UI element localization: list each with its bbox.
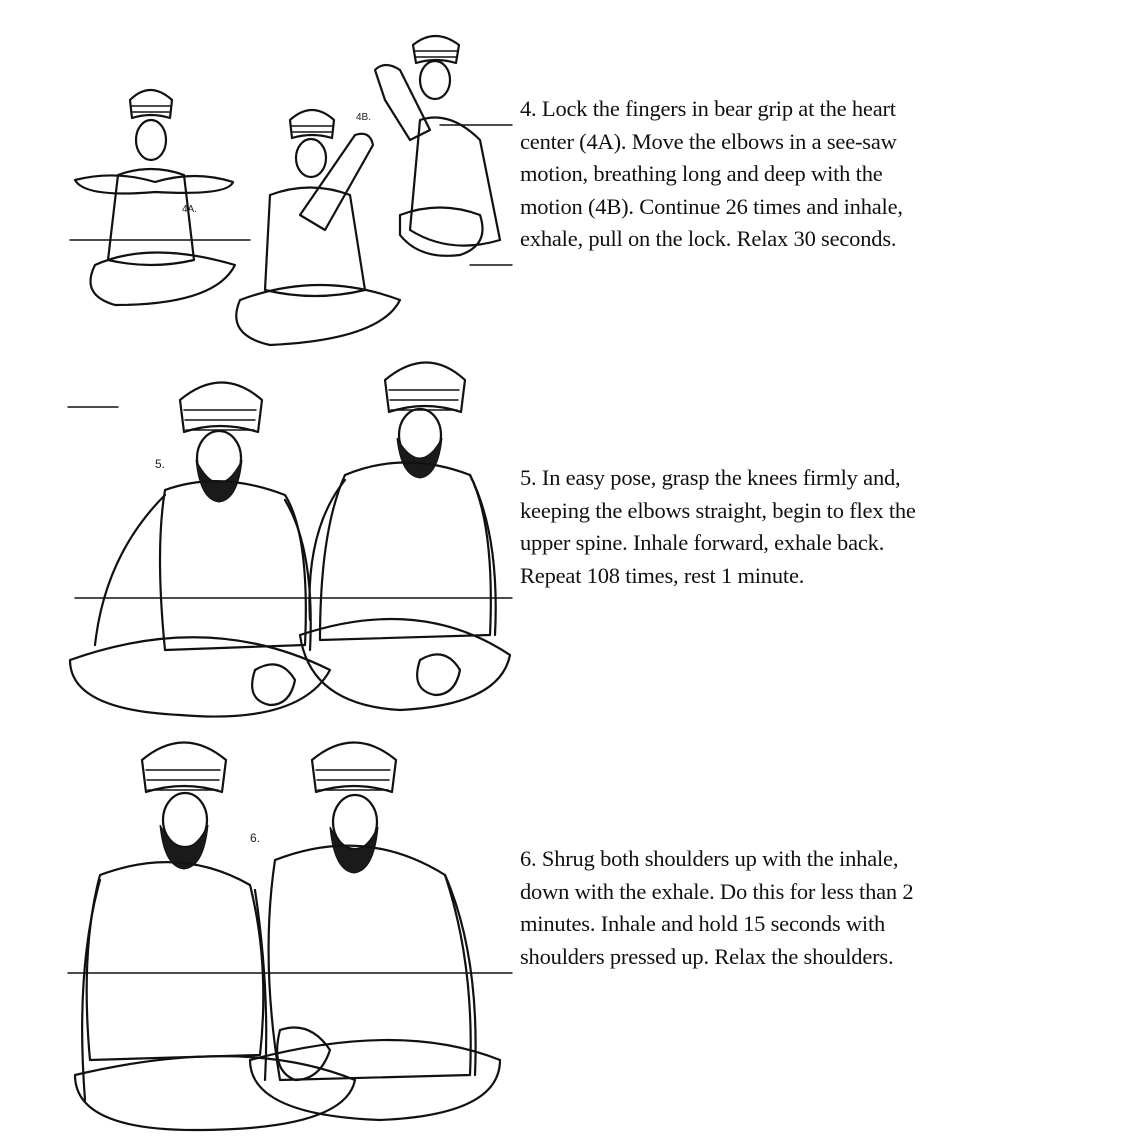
label-4a: 4A.: [182, 204, 198, 215]
figure-6-right: [250, 743, 500, 1121]
label-4b: 4B.: [356, 112, 372, 123]
figure-5-left: [70, 383, 330, 717]
step-5-instructions: 5. In easy pose, grasp the knees firmly and, keeping the elbows straight, begin to flex the upper spine. Inhale forward, exhale back. Repeat 108 times, rest 1 minute.: [520, 465, 916, 588]
step-6: [0, 730, 1143, 1143]
step-6-illustration: [0, 730, 515, 1143]
step-5-illustration: [0, 360, 515, 730]
label-5: 5.: [155, 457, 166, 471]
figure-4b-left: [236, 110, 400, 345]
figure-6-left: [75, 743, 355, 1131]
figure-4b-right: [356, 36, 500, 256]
figure-4a: [75, 90, 235, 305]
step-5: [0, 360, 1143, 730]
figure-5-right: [300, 363, 510, 711]
step-6-instructions: 6. Shrug both shoulders up with the inhale, down with the exhale. Do this for less than 2 minutes. Inhale and hold 15 seconds with shoulders pressed up. Relax the shoulders.: [520, 846, 914, 969]
step-4-illustration: [0, 0, 515, 360]
step-4: [0, 0, 1143, 360]
step-4-instructions: 4. Lock the fingers in bear grip at the heart center (4A). Move the elbows in a see-saw motion, breathing long and deep with the motion (4B). Continue 26 times and inhale, exhale, pull on the lock. Relax 30 seconds.: [520, 96, 903, 252]
label-6: 6.: [250, 831, 261, 845]
